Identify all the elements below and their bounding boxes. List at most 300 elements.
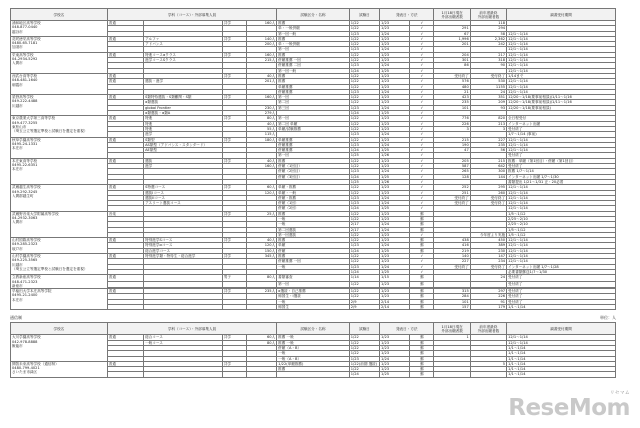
table-cell: 1/22 (349, 137, 379, 142)
table-cell: 共学 (222, 116, 246, 121)
table-cell: 776 (434, 116, 470, 121)
table-cell: 1/15 (380, 275, 410, 281)
table-cell: 234 (470, 259, 506, 264)
watermark-small: リセマム (610, 391, 630, 396)
table-cell: 第一回 (277, 281, 350, 287)
table-cell: ✓ (410, 153, 434, 158)
table-cell: 12/1～1/14 (507, 42, 616, 47)
table-cell: 80人 (246, 116, 276, 121)
table-cell: 140人 (246, 36, 276, 41)
table-cell: 単願/試験推薦 (277, 126, 350, 131)
table-cell: 12/1～1/14 (507, 63, 616, 68)
column-header: 発表日・方法 (380, 323, 434, 335)
table-cell: 389 (470, 243, 506, 248)
table-cell: 郵 (410, 299, 434, 304)
table-cell: 1/23 (380, 345, 410, 350)
table-cell: 1/22 (349, 42, 379, 47)
table-cell: 215 (434, 137, 470, 142)
school-cell: 秋草学園高等学校 0495-24-1331 本庄市 (11, 137, 108, 158)
table-cell: 共学 (222, 361, 246, 366)
table-cell: ✓ (410, 264, 434, 269)
table-cell: 併願（3回目） (277, 174, 350, 179)
exam-table (10, 8, 616, 310)
table-cell: 単願推薦 (277, 84, 350, 89)
table-cell: 2/17 (349, 227, 379, 232)
table-cell: 1/22 (349, 164, 379, 169)
table-cell: 第一回 (277, 153, 350, 158)
school-cell: 栄東高等学校 04-2934-5292 入間市 (11, 52, 108, 73)
table-cell: 郵 (410, 294, 434, 299)
table-cell: 1/24 (349, 206, 379, 211)
table-cell: 1/24 (380, 227, 410, 232)
table-cell: 単願推薦 (277, 137, 350, 142)
table-cell: 郵 (410, 305, 434, 310)
table-cell: 受付終了 (507, 275, 616, 281)
table-cell: 180人 (246, 137, 276, 142)
table-cell: 1/25 (380, 372, 410, 377)
table-cell: 423 (434, 95, 470, 100)
column-header: 学校名 (11, 9, 108, 21)
table-cell: 普通 (107, 254, 143, 259)
table-cell: ✓ (410, 84, 434, 89)
table-cell: 179 (470, 305, 506, 310)
column-header: 学科（コース）・外部募集人員 (107, 9, 276, 21)
table-cell: 1/26 (380, 179, 410, 184)
unit-label: 単位：人 (600, 315, 616, 321)
table-cell: 101 (434, 105, 470, 110)
table-cell: 530 (470, 79, 506, 84)
table-cell: 12/1～1/14 (507, 335, 616, 340)
table-cell: 1/23 (380, 121, 410, 126)
table-cell: 160人 (246, 164, 276, 169)
table-cell: 1/23 (349, 356, 379, 361)
table-cell: ✓ (410, 185, 434, 190)
table-cell: インターネット出願 (507, 121, 616, 126)
table-cell: 1/22 (349, 351, 379, 356)
table-cell: 選抜Iコース (144, 190, 223, 195)
table-cell: 特進コースαクラス (144, 52, 223, 57)
table-cell: 推薦 (277, 52, 350, 57)
table-cell: 2/9 (349, 299, 379, 304)
table-cell (107, 305, 143, 310)
table-cell: 第一回選抜 (277, 232, 350, 237)
column-header: 前年度最終 外部出願者数 (470, 323, 506, 335)
table-cell: 1/22 (349, 185, 379, 190)
table-cell: 郵 (410, 367, 434, 372)
table-cell: 1155 (470, 84, 506, 89)
table-cell: 併願推薦 一回 (277, 58, 350, 63)
table-cell: 推薦 (277, 158, 350, 163)
table-cell: 併願・推薦 (277, 195, 350, 200)
table-cell: 315 (434, 289, 470, 294)
table-cell: 12/1～1/14 (507, 52, 616, 57)
table-cell: 共学 (222, 73, 246, 78)
table-cell: 226 (434, 121, 470, 126)
table-cell: 1/23 (380, 335, 410, 340)
table-cell: ✓ (410, 79, 434, 84)
table-cell: 219 (434, 248, 470, 253)
table-cell: 1/22 (349, 289, 379, 294)
table-cell: 300 (470, 169, 506, 174)
column-header: 試験日 (349, 9, 379, 21)
table-cell: ✓ (410, 105, 434, 110)
table-cell: 郵 (410, 351, 434, 356)
table-cell: 40人 (246, 158, 276, 163)
table-cell: 1/22 (349, 52, 379, 57)
school-cell: 花咲徳栄高等学校 0480-65-7181 加須市 (11, 36, 108, 52)
table-cell: 1/23 (380, 232, 410, 237)
table-cell: 特別進学Sコース (144, 238, 223, 243)
table-cell: 1/22 (349, 73, 379, 78)
table-cell: 1/23 (380, 361, 410, 366)
table-cell: 特進 (144, 121, 223, 126)
table-cell: 1/24 (380, 264, 410, 269)
table-cell: 1/22 (349, 238, 379, 243)
table-cell: 1/1～1/14 (507, 305, 616, 310)
table-cell: 1/23 (349, 243, 379, 248)
table-cell: global Frontier (144, 105, 223, 110)
table-cell: 共学 (222, 254, 246, 259)
table-cell: 普通 (107, 158, 143, 163)
table-cell: 80人 (246, 275, 276, 281)
table-cell: 1/22(前期 選抜) (349, 361, 379, 366)
table-cell: 郵 (410, 243, 434, 248)
table-cell: 今年度より実施 (470, 232, 506, 237)
table-cell (246, 372, 276, 377)
table-cell: 345人 (246, 254, 276, 259)
table-cell: 1/22 (349, 158, 379, 163)
table-cell: 共学 (222, 335, 246, 340)
school-cell: 東京農業大学第三高等学校 049-477-3255 東松山市 （埼玉公立等選定準校と試験日を選定を重視） (11, 116, 108, 137)
table-cell: 普通 (107, 116, 143, 121)
table-cell: 12/1～1/14 (507, 259, 616, 264)
table-cell: 郵 (410, 227, 434, 232)
table-cell: 1/22 (349, 259, 379, 264)
table-cell: 12/1～1/14 (507, 137, 616, 142)
table-cell: 推薦 1/7～1/14 (507, 169, 616, 174)
table-cell: ✓ (410, 132, 434, 137)
table-cell: 普通 (107, 73, 143, 78)
table-cell: 1/5～1/12 (507, 232, 616, 237)
table-cell: アルファ (144, 36, 223, 41)
table-cell: α類選抜・α類A (144, 111, 223, 116)
table-cell: 推薦 (277, 21, 350, 26)
table-cell: 受付終了 (434, 264, 470, 269)
table-cell: 12/1～1/14 (507, 190, 616, 195)
table-cell: ✓ (410, 73, 434, 78)
table-cell: 郵 (410, 335, 434, 340)
table-cell: 118 (470, 21, 506, 26)
table-cell: 205 (434, 158, 470, 163)
table-cell: 1,996 (434, 36, 470, 41)
table-cell: 1/23 (380, 294, 410, 299)
table-cell: 併願推薦 (277, 148, 350, 153)
school-cell: 本庄東高等学校 0495-22-6351 本庄市 (11, 158, 108, 184)
column-header: 試験日 (349, 323, 379, 335)
table-cell: 普通 (107, 79, 143, 84)
table-cell: 郵 (410, 275, 434, 281)
column-header: 調書受付期間 (507, 323, 616, 335)
table-cell: 推薦 一般 (277, 335, 350, 340)
table-cell: 共学 (222, 185, 246, 190)
table-cell: 共学 (222, 211, 246, 216)
table-cell: 90 (470, 63, 506, 68)
table-cell: 40人 (246, 73, 276, 78)
table-cell: 1/23 (380, 216, 410, 221)
table-cell: 295 (470, 185, 506, 190)
table-cell: 推薦 (277, 79, 350, 84)
table-cell: 284 (434, 294, 470, 299)
table-cell: アスリート選抜コース (144, 201, 223, 206)
table-cell: 1/23 (380, 340, 410, 345)
table-cell: 推薦 (277, 367, 350, 372)
table-cell: 共学 (222, 95, 246, 100)
table-cell: 1/22 (349, 294, 379, 299)
table-cell: 併願推薦 二回 (277, 63, 350, 68)
table-cell: ✓ (410, 137, 434, 142)
column-header: 1月18日現在 外部出願者数 (434, 9, 470, 21)
table-cell: 推薦 (277, 73, 350, 78)
sheet (10, 8, 616, 378)
table-cell: 47 (434, 148, 470, 153)
table-cell: 1/24 (349, 174, 379, 179)
column-header: 調書受付期間 (507, 9, 616, 21)
table-cell: 共学 (222, 137, 246, 142)
table-cell: ✓ (410, 100, 434, 105)
table-cell: 書類提出 1/21～1/31 正・20必着 (507, 179, 616, 184)
table-cell: 1/5～1/12 (507, 227, 616, 232)
table-cell: 郵 (410, 345, 434, 350)
section-label (10, 310, 616, 322)
table-cell: 3 (470, 126, 506, 131)
table-cell: 併願（2回） (277, 206, 350, 211)
table-cell: 第一回 (277, 95, 350, 100)
table-cell: 1/23 (349, 142, 379, 147)
table-cell: 1/25 (380, 248, 410, 253)
table-cell: α類選抜 (144, 100, 223, 105)
table-cell: 235人 (246, 289, 276, 294)
table-cell: 第二回選抜 (277, 227, 350, 232)
table-cell: 推薦 (277, 254, 350, 259)
table-cell: 普通 (107, 21, 143, 26)
table-cell: 受付終了 (507, 153, 616, 158)
table-cell: 1/24 (349, 372, 379, 377)
table-cell: 郵 (410, 281, 434, 287)
table-cell: S特選コース (144, 185, 223, 190)
table-cell: 115人 (246, 132, 276, 137)
table-cell: 1/1～1/14 (507, 361, 616, 366)
table-cell: ✓ (410, 201, 434, 206)
table-cell: 1/23 (380, 79, 410, 84)
school-cell: 武蔵越生高等学校 049-292-3245 入間郡越生町 (11, 185, 108, 211)
table-cell: 140 (434, 254, 470, 259)
table-cell: 12/1～1/14 (507, 148, 616, 153)
table-cell: 1/23 (380, 26, 410, 31)
table-cell: 郵 (410, 238, 434, 243)
table-cell: 1/23 (349, 201, 379, 206)
table-cell: 受付終了 (507, 126, 616, 131)
table-cell: 318 (470, 58, 506, 63)
school-cell: 立教新座高等学校 048-471-2323 新座市 (11, 275, 108, 289)
table-cell: ✓ (410, 232, 434, 237)
table-cell: 単願・一般 (277, 190, 350, 195)
table-cell: 帰国生・I選抜 (277, 294, 350, 299)
table-cell: 56 (470, 148, 506, 153)
table-cell: ✓ (410, 179, 434, 184)
table-cell: 12/1～1/14 (507, 47, 616, 52)
table-cell: 1/25 (349, 179, 379, 184)
table-cell: 普通 (107, 275, 143, 281)
table-cell: 251 (434, 190, 470, 195)
table-cell: 1/22 (349, 345, 379, 350)
table-cell: 1/25 (380, 269, 410, 274)
table-cell: 1/23 (349, 169, 379, 174)
table-cell: 共学 (222, 289, 246, 294)
table-cell: 第一回一般 (277, 68, 350, 73)
table-cell: 12/1～1/14 (507, 84, 616, 89)
table-cell: ✓ (410, 126, 434, 131)
table-cell: 総合進学コース (144, 248, 223, 253)
table-cell: 1/22 (349, 216, 379, 221)
table-cell: 160人 (246, 21, 276, 26)
table-cell: 総合コース (144, 335, 223, 340)
table-cell: 一般 (277, 216, 350, 221)
table-cell: 1/23 (349, 264, 379, 269)
table-cell: 215 (470, 158, 506, 163)
table-cell: 1/23 (380, 137, 410, 142)
resemom-logo: ReseMom (508, 395, 630, 421)
table-cell: 1/23 (349, 63, 379, 68)
table-cell: 1/24 (380, 195, 410, 200)
table-cell: 1/26 (380, 153, 410, 158)
table-cell: 12/1～1/14 (507, 254, 616, 259)
table-cell: 21 (434, 89, 470, 94)
exam-table (10, 322, 616, 377)
table-cell: ✓ (410, 21, 434, 26)
table-cell: ✓ (410, 142, 434, 147)
table-cell: 1/1～1/14 (507, 351, 616, 356)
table-cell: 1/24 (349, 148, 379, 153)
table-cell: 1/1～1/14 (507, 356, 616, 361)
table-cell: 1/1～1/14 (507, 345, 616, 350)
school-cell: 武蔵野音楽大学附属高等学校 04-2932-3063 入間市 (11, 211, 108, 237)
table-cell: 5 (470, 361, 506, 366)
table-cell: 60人 (246, 335, 276, 340)
table-cell: 1/22 (349, 190, 379, 195)
column-header: 学校名 (11, 323, 108, 335)
table-cell: 242 (470, 42, 506, 47)
table-cell: 297 (470, 289, 506, 294)
table-cell: 単・一般併願 (277, 26, 350, 31)
table-cell: 480 (434, 84, 470, 89)
table-cell: 1/23 (349, 105, 379, 110)
table-cell: 一般 (277, 222, 350, 227)
table-cell: 2/14 (380, 299, 410, 304)
table-cell: 2/17 (349, 222, 379, 227)
table-cell: 1/23 (380, 73, 410, 78)
table-cell: 55人 (246, 126, 276, 131)
table-cell: 1/14まで (507, 73, 616, 78)
table-cell: 1/24 (380, 132, 410, 137)
table-cell: 併願（1回） (277, 201, 350, 206)
table-cell: 1/23 (380, 164, 410, 169)
table-cell: 227 (470, 137, 506, 142)
table-cell (144, 372, 223, 377)
table-cell: 1/22 (349, 126, 379, 131)
table-cell: 共学 (222, 52, 246, 57)
table-cell: 1/22 (349, 367, 379, 372)
table-cell: 120人 (246, 190, 276, 195)
table-cell: 推薦 (277, 36, 350, 41)
table-cell: 67 (434, 31, 470, 36)
section-title: 通信制 (10, 315, 22, 321)
table-cell: 1/23 (380, 351, 410, 356)
table-cell: 120人 (246, 243, 276, 248)
table-cell: 294 (470, 26, 506, 31)
table-cell: 128 (434, 174, 470, 179)
table-cell: 1/24 (380, 105, 410, 110)
table-cell: 1/7～1/14 (事前) (507, 132, 616, 137)
table-cell: 1/23 (380, 185, 410, 190)
table-cell: ✓ (410, 31, 434, 36)
table-cell: 12/1～1/14 (507, 195, 616, 200)
table-cell: 受付終了 (507, 281, 616, 287)
school-cell: 山村国際高等学校 049-285-2323 坂戸市 (11, 238, 108, 254)
table-cell: 普通 (107, 289, 143, 294)
table-cell: 併願推薦 (277, 142, 350, 147)
table-cell: 101 (434, 299, 470, 304)
table-cell: 1/23 (380, 84, 410, 89)
table-cell: 190 (434, 142, 470, 147)
table-cell: ✓ (410, 95, 434, 100)
table-cell: 1/23 (380, 289, 410, 294)
table-cell: 230 (470, 248, 506, 253)
table-cell: 普通 (107, 238, 143, 243)
table-cell: 受付終了 (507, 299, 616, 304)
table-cell: 一般 (277, 351, 350, 356)
table-cell: 1/22 (349, 254, 379, 259)
table-cell: 1/23 (380, 367, 410, 372)
table-cell: 1/25 (380, 206, 410, 211)
table-cell (107, 372, 143, 377)
table-cell: 235 (470, 142, 506, 147)
table-cell: 160人 (246, 95, 276, 100)
table-cell: 209 (470, 100, 506, 105)
table-cell: 1/23 (380, 190, 410, 195)
table-cell: 1/25 (380, 148, 410, 153)
table-cell: 226 (470, 294, 506, 299)
table-cell: 進学コースSクラス (144, 58, 223, 63)
table-cell: 共学 (222, 158, 246, 163)
table-cell: 3 (434, 126, 470, 131)
table-cell: ✓ (410, 195, 434, 200)
table-cell: 2,362 (470, 36, 506, 41)
table-cell: 1/24 (380, 63, 410, 68)
table-cell: 201人 (246, 79, 276, 84)
table-cell: ✓ (410, 169, 434, 174)
table-cell: 416 (434, 243, 470, 248)
table-cell: 1/22 (349, 36, 379, 41)
table-cell: 郵 (410, 216, 434, 221)
column-header: 学科（コース）・外部募集人員 (107, 323, 276, 335)
table-cell: 252 (434, 185, 470, 190)
table-cell: 郵 (410, 340, 434, 345)
table-cell: 併願推薦 一回 (277, 259, 350, 264)
table-cell: 1/24 (380, 31, 410, 36)
table-cell: 郵 (410, 211, 434, 216)
table-cell: 642 (470, 164, 506, 169)
table-cell: 全日程受付 (507, 116, 616, 121)
